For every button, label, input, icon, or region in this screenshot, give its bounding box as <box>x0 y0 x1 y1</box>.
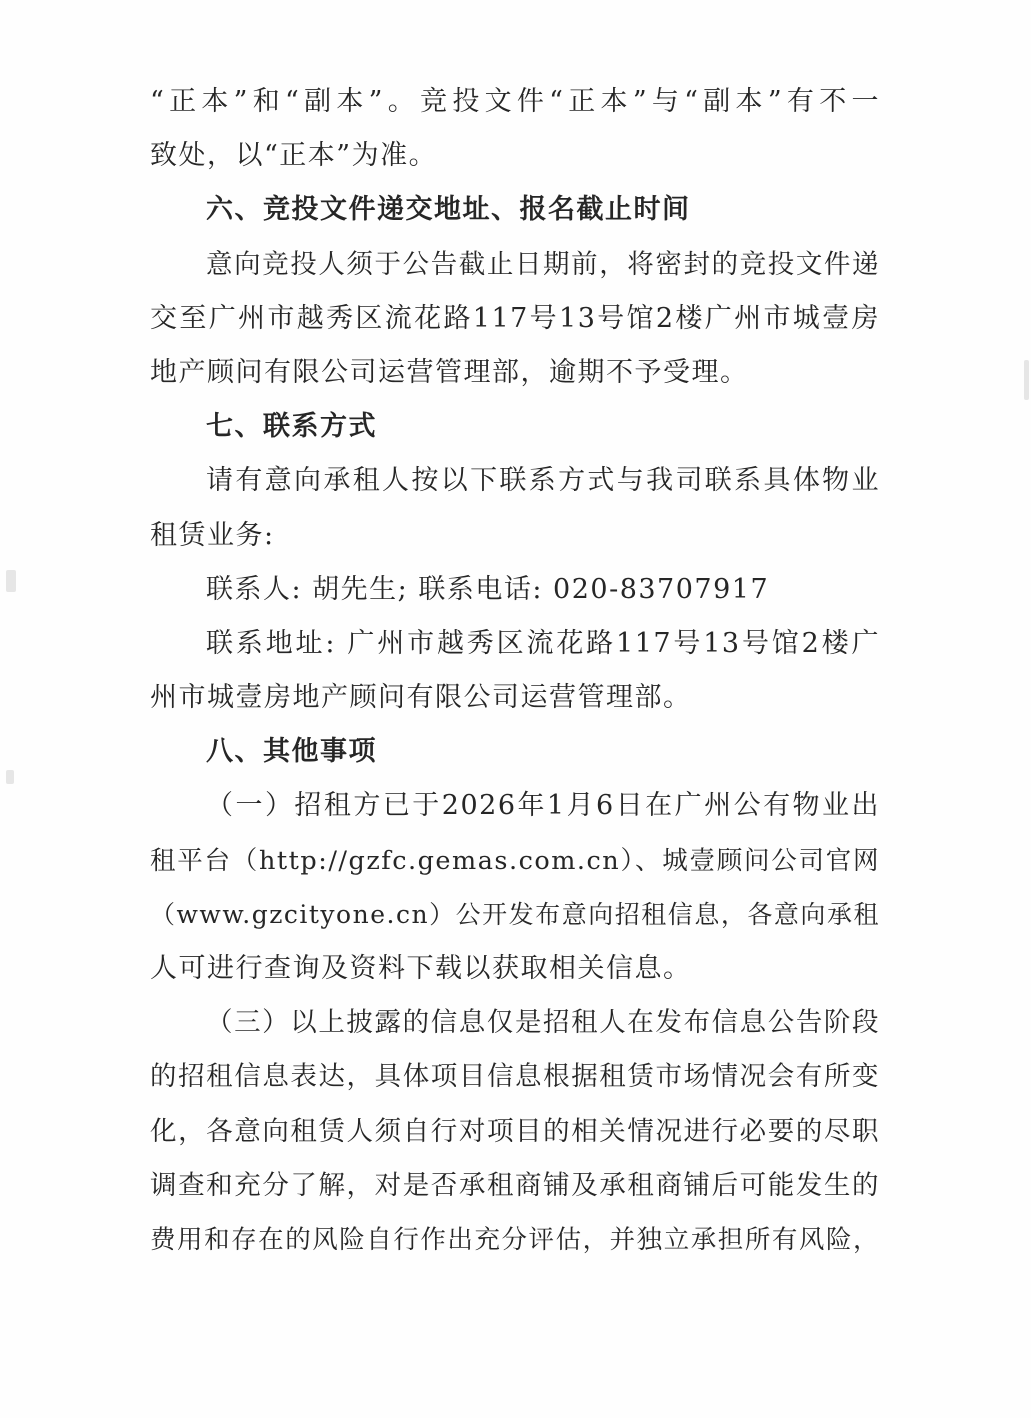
text-line: “正本”和“副本”。竞投文件“正本”与“副本”有不一 <box>150 86 880 117</box>
text-line: 致处，以“正本”为准。 <box>150 140 438 172</box>
text-line: 意向竞投人须于公告截止日期前，将密封的竞投文件递 <box>206 248 880 280</box>
contact-address-line: 联系地址: 广州市越秀区流花路117号13号馆2楼广 <box>206 627 880 659</box>
text-line: 化，各意向租赁人须自行对项目的相关情况进行必要的尽职 <box>150 1115 880 1147</box>
text-line: （www.gzcityone.cn）公开发布意向招租信息，各意向承租 <box>150 899 880 929</box>
scan-edge-mark <box>6 570 16 592</box>
section-heading: 七、联系方式 <box>206 411 377 443</box>
scan-edge-mark <box>1024 360 1029 400</box>
text-line: 租赁业务: <box>150 519 275 551</box>
text-line: 人可进行查询及资料下载以获取相关信息。 <box>150 953 692 984</box>
text-line: 请有意向承租人按以下联系方式与我司联系具体物业 <box>206 465 880 497</box>
text-line: 的招租信息表达，具体项目信息根据租赁市场情况会有所变 <box>150 1061 880 1093</box>
section-heading: 六、竞投文件递交地址、报名截止时间 <box>206 194 691 226</box>
text-line: 费用和存在的风险自行作出充分评估，并独立承担所有风险， <box>150 1224 880 1255</box>
text-line: 调查和充分了解，对是否承租商铺及承租商铺后可能发生的 <box>150 1169 880 1201</box>
section-heading: 八、其他事项 <box>206 736 377 768</box>
text-line: 交至广州市越秀区流花路117号13号馆2楼广州市城壹房 <box>150 302 880 334</box>
contact-person-line: 联系人: 胡先生; 联系电话: 020-83707917 <box>206 573 770 605</box>
text-line: 地产顾问有限公司运营管理部，逾期不予受理。 <box>150 356 749 388</box>
text-line: 租平台（http://gzfc.gemas.com.cn）、城壹顾问公司官网 <box>150 845 880 876</box>
text-line: （三）以上披露的信息仅是招租人在发布信息公告阶段 <box>206 1007 880 1039</box>
scan-edge-mark <box>6 770 14 784</box>
text-line: 州市城壹房地产顾问有限公司运营管理部。 <box>150 682 692 714</box>
document-body <box>150 75 880 1267</box>
text-line: （一）招租方已于2026年1月6日在广州公有物业出 <box>206 790 880 822</box>
